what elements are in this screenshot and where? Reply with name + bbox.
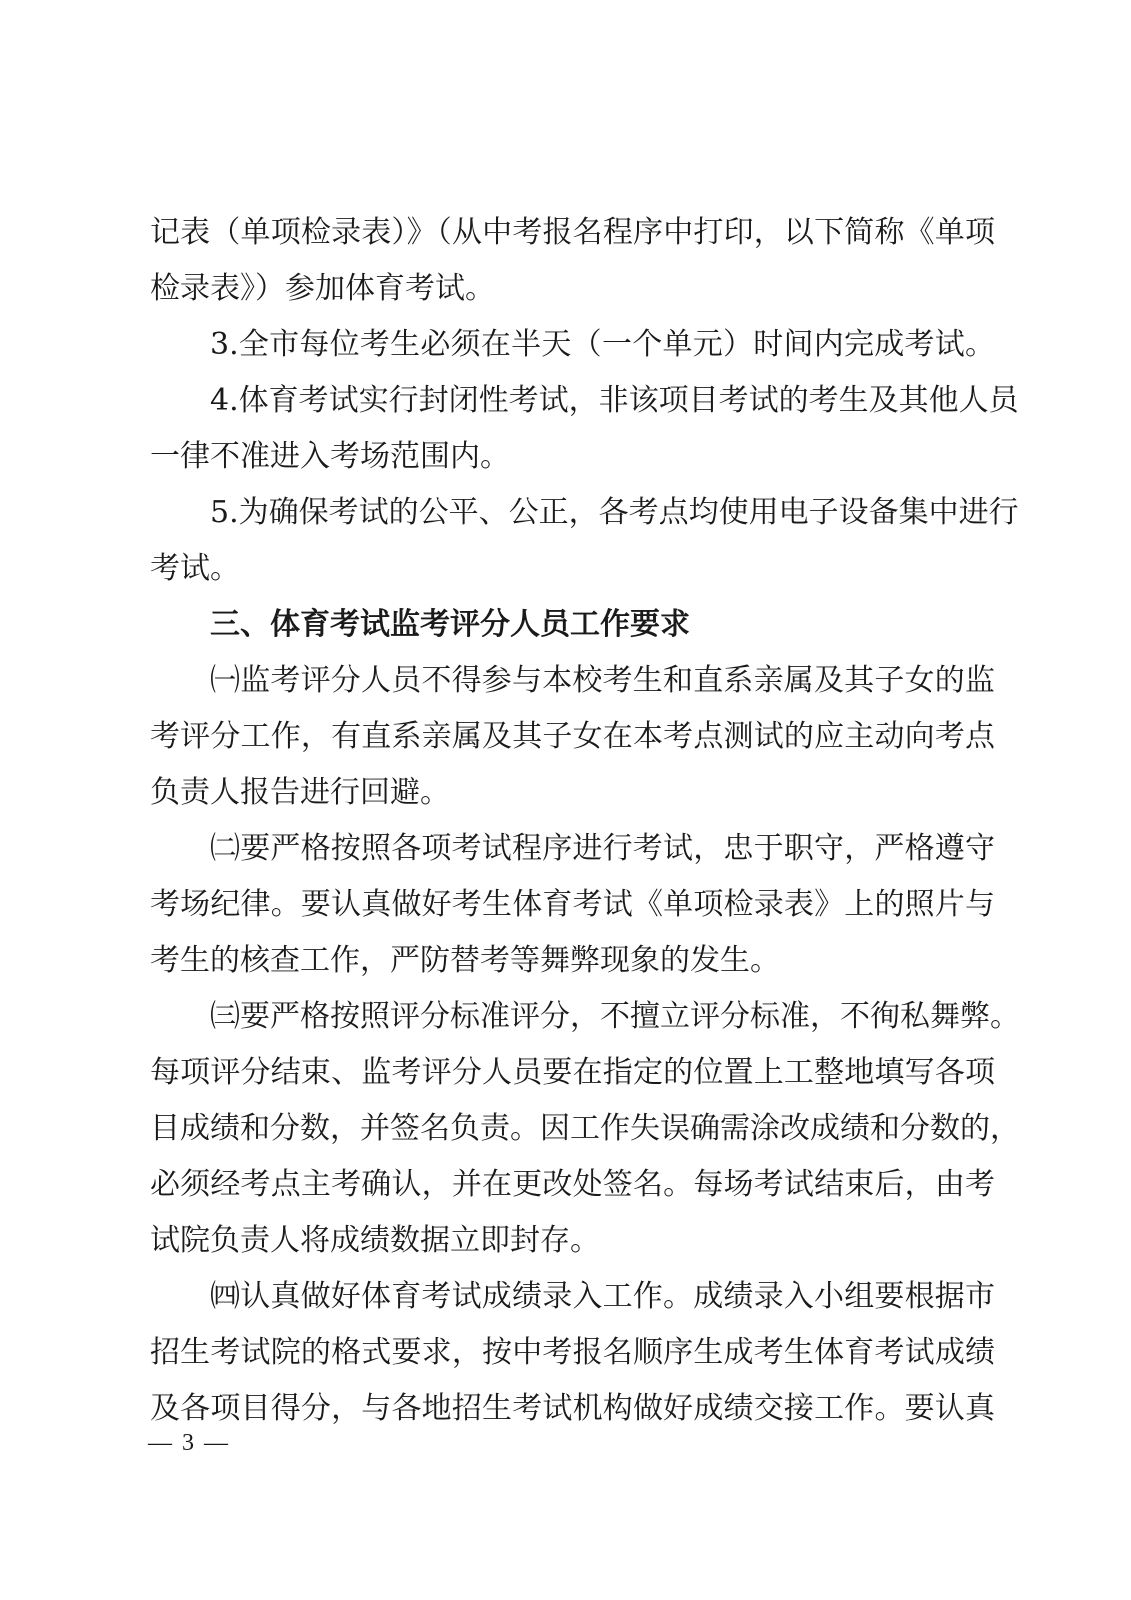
page-number: — 3 — xyxy=(148,1430,230,1456)
text-line: 目成绩和分数，并签名负责。因工作失误确需涂改成绩和分数的， xyxy=(150,1111,1020,1146)
text-line: 必须经考点主考确认，并在更改处签名。每场考试结束后，由考 xyxy=(150,1167,995,1202)
text-line: ㈣认真做好体育考试成绩录入工作。成绩录入小组要根据市 xyxy=(210,1279,995,1314)
text-line: 招生考试院的格式要求，按中考报名顺序生成考生体育考试成绩 xyxy=(150,1335,995,1370)
text-line: 一律不准进入考场范围内。 xyxy=(150,439,510,474)
text-line: 考场纪律。要认真做好考生体育考试《单项检录表》上的照片与 xyxy=(150,887,995,922)
text-line: 试院负责人将成绩数据立即封存。 xyxy=(150,1223,600,1258)
text-line: 记表（单项检录表）》（从中考报名程序中打印，以下简称《单项 xyxy=(150,215,995,250)
text-line: 每项评分结束、监考评分人员要在指定的位置上工整地填写各项 xyxy=(150,1055,995,1090)
text-line: ㈢要严格按照评分标准评分，不擅立评分标准，不徇私舞弊。 xyxy=(210,999,1020,1034)
text-line: ㈠监考评分人员不得参与本校考生和直系亲属及其子女的监 xyxy=(210,663,995,698)
text-line: 检录表》）参加体育考试。 xyxy=(150,271,495,306)
text-line: 5.为确保考试的公平、公正，各考点均使用电子设备集中进行 xyxy=(210,495,1019,530)
section-heading: 三、体育考试监考评分人员工作要求 xyxy=(210,607,690,642)
text-line: 考试。 xyxy=(150,551,240,586)
text-line: 负责人报告进行回避。 xyxy=(150,775,450,810)
text-line: ㈡要严格按照各项考试程序进行考试，忠于职守，严格遵守 xyxy=(210,831,995,866)
text-line: 考评分工作，有直系亲属及其子女在本考点测试的应主动向考点 xyxy=(150,719,995,754)
text-line: 3.全市每位考生必须在半天（一个单元）时间内完成考试。 xyxy=(210,327,995,362)
text-line: 考生的核查工作，严防替考等舞弊现象的发生。 xyxy=(150,943,780,978)
document-body xyxy=(150,205,1020,1437)
text-line: 4.体育考试实行封闭性考试，非该项目考试的考生及其他人员 xyxy=(210,383,1019,418)
text-line: 及各项目得分，与各地招生考试机构做好成绩交接工作。要认真 xyxy=(150,1391,995,1426)
